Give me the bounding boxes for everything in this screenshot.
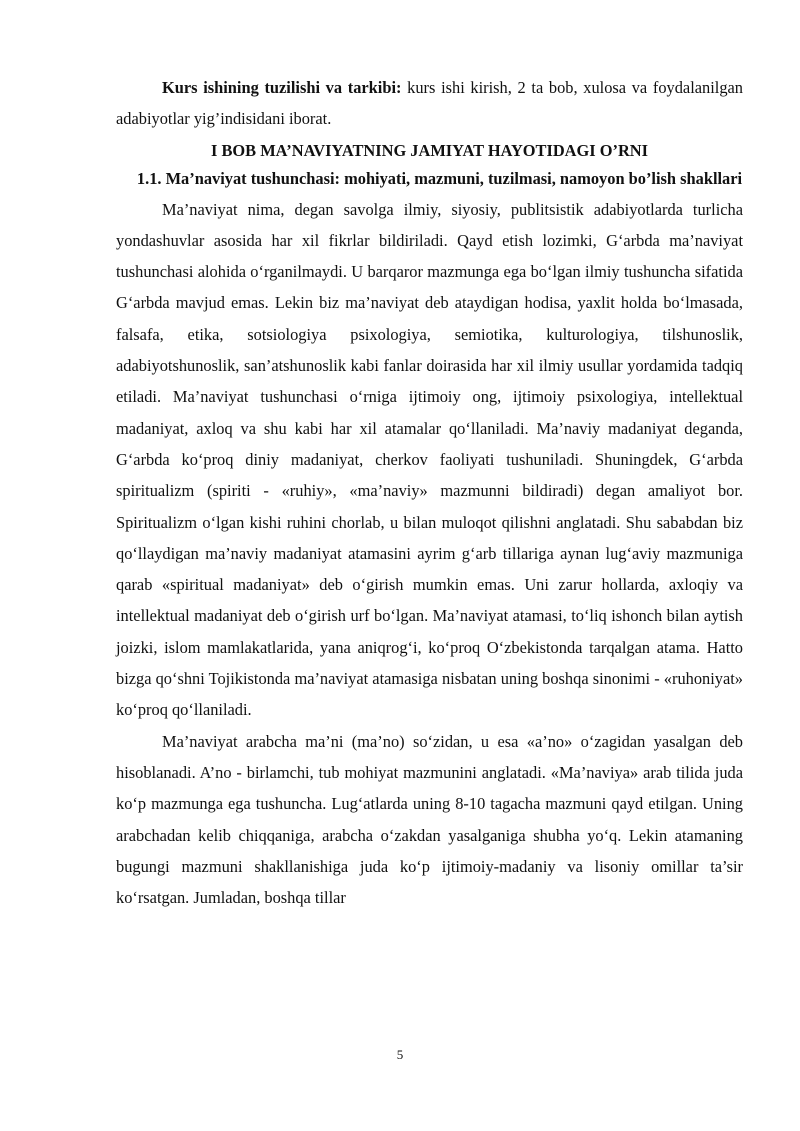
body-paragraph: Ma’naviyat nima, degan savolga ilmiy, siyosiy, publitsistik adabiyotlarda turlicha yondashuvlar asosida har xil fikrlar bildiriladi. Qayd etish lozimki, G‘arbda ma’naviyat tushunchasi alohida o‘rganilmaydi. U barqaror mazmunga ega bo‘lgan ilmiy tushuncha sifatida G‘arbda mavjud emas. Lekin biz ma’naviyat deb ataydigan hodisa, yaxlit holda bo‘lmasada, falsafa, etika, sotsiologiya psixologiya, semiotika, kulturologiya, tilshunoslik, adabiyotshunoslik, san’atshunoslik kabi fanlar doirasida har xil ilmiy usullar yordamida tadqiq etiladi. Ma’naviyat tushunchasi o‘rniga ijtimoiy ong, ijtimoiy psixologiya, intellektual madaniyat, axloq va shu kabi har xil atamalar qo‘llaniladi. Ma’naviy madaniyat deganda, G‘arbda ko‘proq diniy madaniyat, cherkov faoliyati tushuniladi. Shuningdek, G‘arbda spiritualizm (spiriti - «ruhiy», «ma’naviy» mazmunni bildiradi) degan amaliyot bor. Spiritualizm o‘lgan kishi ruhini chorlab, u bilan muloqot qilishni anglatadi. Shu sababdan biz qo‘llaydigan ma’naviy madaniyat atamasini ayrim g‘arb tillariga aynan lug‘aviy mazmuniga qarab «spiritual madaniyat» deb o‘girish mumkin emas. Uni zarur hollarda, axloqiy va intellektual madaniyat deb o‘girish urf bo‘lgan. Ma’naviyat atamasi, to‘liq ishonch bilan aytish joizki, islom mamlakatlarida, yana aniqrog‘i, ko‘proq O‘zbekistonda tarqalgan atama. Hatto bizga qo‘shni Tojikistonda ma’naviyat atamasiga nisbatan uning boshqa sinonimi - «ruhoniyat» ko‘proq qo‘llaniladi. — [116, 199, 743, 720]
section-heading: 1.1. Ma’naviyat tushunchasi: mohiyati, mazmuni, tuzilmasi, namoyon bo’lish shakllari — [136, 168, 743, 188]
intro-lead: Kurs ishining tuzilishi va tarkibi: — [162, 78, 402, 97]
body-paragraph: Ma’naviyat arabcha ma’ni (ma’no) so‘zidan, u esa «a’no» o‘zagidan yasalgan deb hisoblanadi. A’no - birlamchi, tub mohiyat mazmunini anglatadi. «Ma’naviya» arab tilida juda ko‘p mazmunga ega tushuncha. Lug‘atlarda uning 8-10 tagacha mazmuni qayd etilgan. Uning arabchadan kelib chiqqaniga, arabcha o‘zakdan yasalganiga shubha yo‘q. Lekin atamaning bugungi mazmuni shakllanishiga juda ko‘p ijtimoiy-madaniy va lisoniy omillar ta’sir ko‘rsatgan. Jumladan, boshqa tillar — [116, 731, 743, 908]
document-page — [116, 72, 743, 913]
intro-paragraph — [116, 72, 743, 135]
intro-text: kurs ishi kirish, 2 ta bob, xulosa va foydalanilgan adabiyotlar yig’indisidani iborat. — [116, 78, 743, 129]
chapter-heading: I BOB MA’NAVIYATNING JAMIYAT HAYOTIDAGI O’RNI — [211, 140, 648, 160]
page-number: 5 — [396, 1047, 404, 1062]
